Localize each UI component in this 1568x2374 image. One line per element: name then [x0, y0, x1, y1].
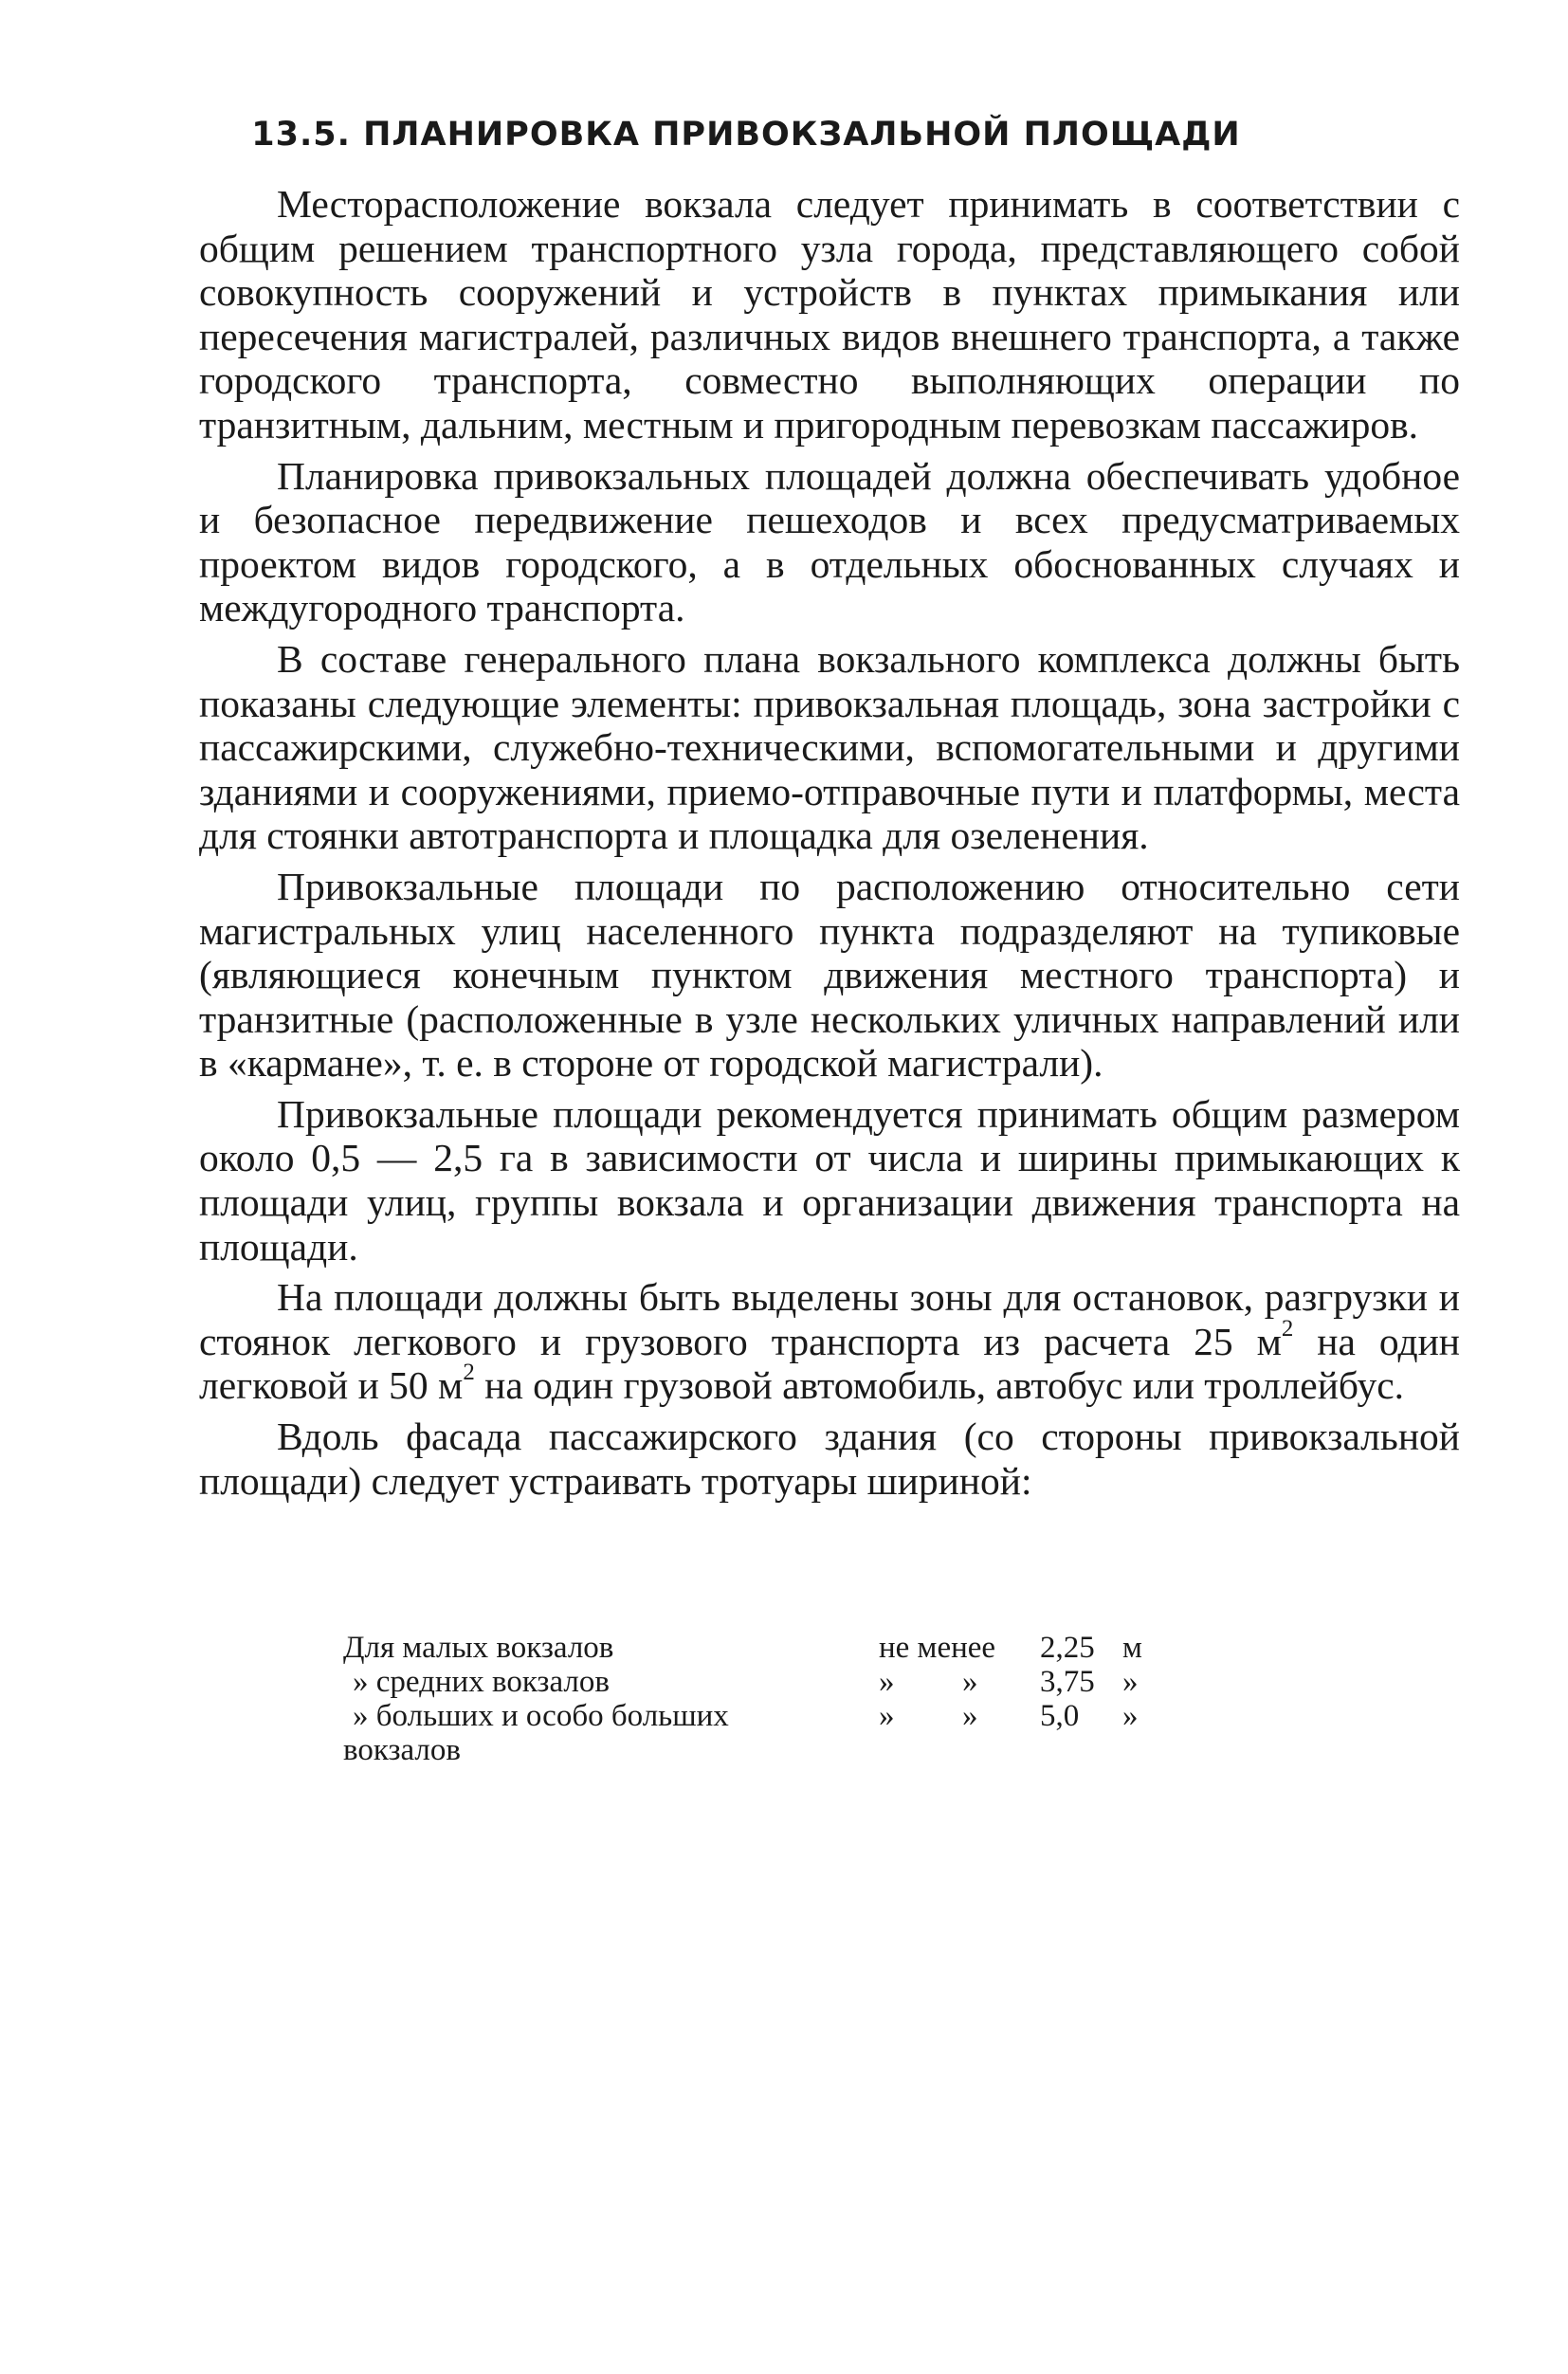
paragraph-planning: Планировка привокзальных площадей должна обеспечивать удобное и безопасное передвижение пешеходов и всех предусматриваемых проектом видов городского, а в отдельных обоснованных случаях и междугородного транспорта.	[199, 453, 1460, 630]
paragraph-zones	[199, 1275, 1460, 1408]
row-ditto: »	[962, 1665, 978, 1699]
row-value: 2,25	[1040, 1631, 1095, 1665]
sidewalk-width-table	[343, 1631, 1196, 1767]
row-label-continuation: вокзалов	[343, 1733, 461, 1767]
row-unit: »	[1122, 1665, 1139, 1699]
table-row	[343, 1665, 1196, 1699]
row-label: Для малых вокзалов	[343, 1631, 614, 1665]
zones-text-2: на один легковой и 50 м	[199, 1319, 1461, 1408]
table-row-wrap	[343, 1733, 1196, 1767]
body-text	[199, 182, 1460, 1509]
paragraph-square-types: Привокзальные площади по расположению относительно сети магистральных улиц населенного пункта подразделяют на тупиковые (являющиеся конечным пунктом движения местного транспорта) и транзитные (расположенные в узле нескольких уличных направлений или в «кармане», т. е. в стороне от городской магистрали).	[199, 864, 1460, 1086]
row-ditto: »	[879, 1665, 895, 1699]
superscript-2: 2	[463, 1360, 475, 1386]
paragraph-general-plan: В составе генерального плана вокзального комплекса должны быть показаны следующие элементы: привокзальная площадь, зона застройки с пассажирскими, служебно-техническими, вспомогательными и другими зданиями и сооружениями, приемо-отправочные пути и платформы, места для стоянки автотранспорта и площадка для озеленения.	[199, 636, 1460, 858]
table-row	[343, 1699, 1196, 1733]
paragraph-location: Месторасположение вокзала следует принимать в соответствии с общим решением транспортного узла города, представляющего собой совокупность сооружений и устройств в пунктах примыкания или пересечения магистралей, различных видов внешнего транспорта, а также городского транспорта, совместно выполняющих операции по транзитным, дальним, местным и пригородным перевозкам пассажиров.	[199, 182, 1460, 447]
table-row	[343, 1631, 1196, 1665]
row-ditto: »	[879, 1699, 895, 1733]
row-value: 5,0	[1040, 1699, 1080, 1733]
row-value: 3,75	[1040, 1665, 1095, 1699]
row-qualifier: не менее	[879, 1631, 996, 1665]
row-ditto: »	[962, 1699, 978, 1733]
zones-text-3: на один грузовой автомобиль, автобус или троллейбус.	[474, 1363, 1405, 1408]
zones-text-1: На площади должны быть выделены зоны для остановок, разгрузки и стоянок легкового и грузового транспорта из расчета 25 м	[199, 1275, 1460, 1363]
paragraph-square-size: Привокзальные площади рекомендуется принимать общим размером около 0,5 — 2,5 га в зависимости от числа и ширины примыкающих к площади улиц, группы вокзала и организации движения транспорта на площади.	[199, 1091, 1460, 1269]
row-unit: »	[1122, 1699, 1139, 1733]
row-label: » средних вокзалов	[353, 1665, 610, 1699]
paragraph-sidewalks: Вдоль фасада пассажирского здания (со стороны привокзальной площади) следует устраивать тротуары шириной:	[199, 1415, 1460, 1503]
section-heading: 13.5. ПЛАНИРОВКА ПРИВОКЗАЛЬНОЙ ПЛОЩАДИ	[251, 116, 1241, 154]
row-label: » больших и особо больших	[353, 1699, 729, 1733]
row-unit: м	[1122, 1631, 1142, 1665]
superscript-2: 2	[1281, 1315, 1294, 1342]
